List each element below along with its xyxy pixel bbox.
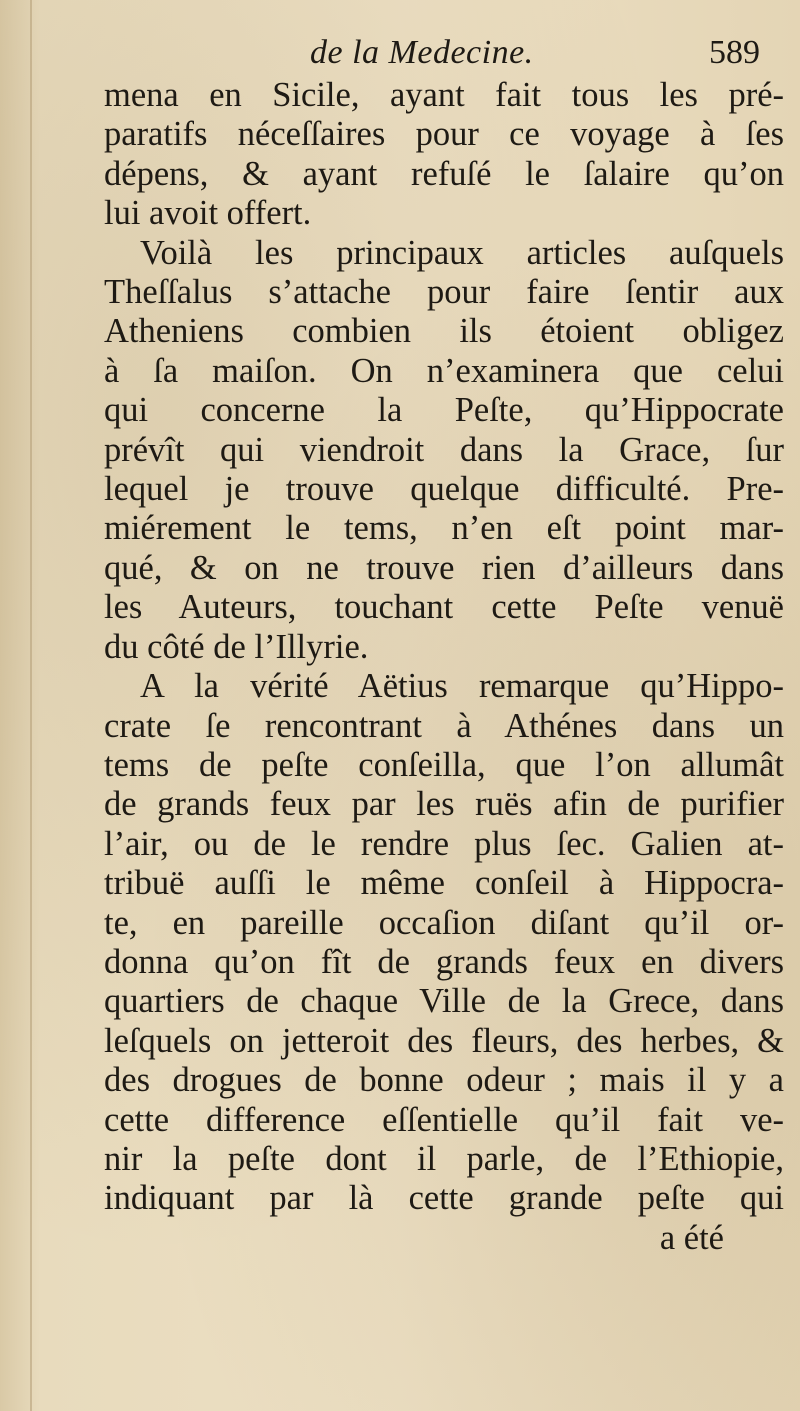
text-line: des drogues de bonne odeur ; mais il y a	[104, 1061, 784, 1100]
text-line: mena en Sicile, ayant fait tous les pré-	[104, 76, 784, 114]
text-line: qui concerne la Peſte, qu’Hippocrate	[104, 391, 784, 430]
text-line: qué, & on ne trouve rien d’ailleurs dans	[104, 548, 784, 587]
text-line: nir la peſte dont il parle, de l’Ethiopie,	[104, 1139, 784, 1178]
text-line: miérement le tems, n’en eſt point mar-	[104, 509, 784, 548]
text-line: crate ſe rencontrant à Athénes dans un	[104, 706, 784, 745]
text-line: A la vérité Aëtius remarque qu’Hippo-	[140, 667, 784, 706]
text-line: prévît qui viendroit dans la Grace, ſur	[104, 430, 784, 469]
text-line: donna qu’on fît de grands feux en divers	[104, 942, 784, 981]
text-line: cette difference eſſentielle qu’il fait ve-	[104, 1100, 784, 1139]
page-gutter-edge	[30, 0, 32, 1411]
text-line: Atheniens combien ils étoient obligez	[104, 312, 784, 351]
text-line: quartiers de chaque Ville de la Grece, dans	[104, 982, 784, 1021]
text-line: Voilà les principaux articles auſquels	[140, 233, 784, 272]
text-line: du côté de l’Illyrie.	[104, 627, 369, 666]
text-line: lequel je trouve quelque difficulté. Pre-	[104, 470, 784, 509]
text-line: te, en pareille occaſion diſant qu’il or-	[104, 903, 784, 942]
text-line: indiquant par là cette grande peſte qui	[104, 1179, 784, 1218]
text-line: à ſa maiſon. On n’examinera que celui	[104, 351, 784, 390]
running-head	[104, 30, 784, 76]
text-line: Theſſalus s’attache pour faire ſentir aux	[104, 273, 784, 312]
text-line: de grands feux par les ruës afin de purifier	[104, 785, 784, 824]
text-line: l’air, ou de le rendre plus ſec. Galien at-	[104, 824, 784, 863]
page-number: 589	[709, 34, 760, 71]
text-line: tems de peſte conſeilla, que l’on allumât	[104, 745, 784, 784]
catchword: a été	[659, 1218, 724, 1257]
text-line: tribuë auſſi le même conſeil à Hippocra-	[104, 864, 784, 903]
book-page	[104, 30, 784, 1258]
text-line: dépens, & ayant refuſé le ſalaire qu’on	[104, 154, 784, 193]
running-title: de la Medecine.	[310, 34, 534, 71]
text-line: les Auteurs, touchant cette Peſte venuë	[104, 588, 784, 627]
text-line: leſquels on jetteroit des fleurs, des herbes, &	[104, 1021, 784, 1060]
text-line: lui avoit offert.	[104, 194, 312, 233]
body-text	[104, 76, 784, 1258]
text-line: paratifs néceſſaires pour ce voyage à ſes	[104, 115, 784, 154]
